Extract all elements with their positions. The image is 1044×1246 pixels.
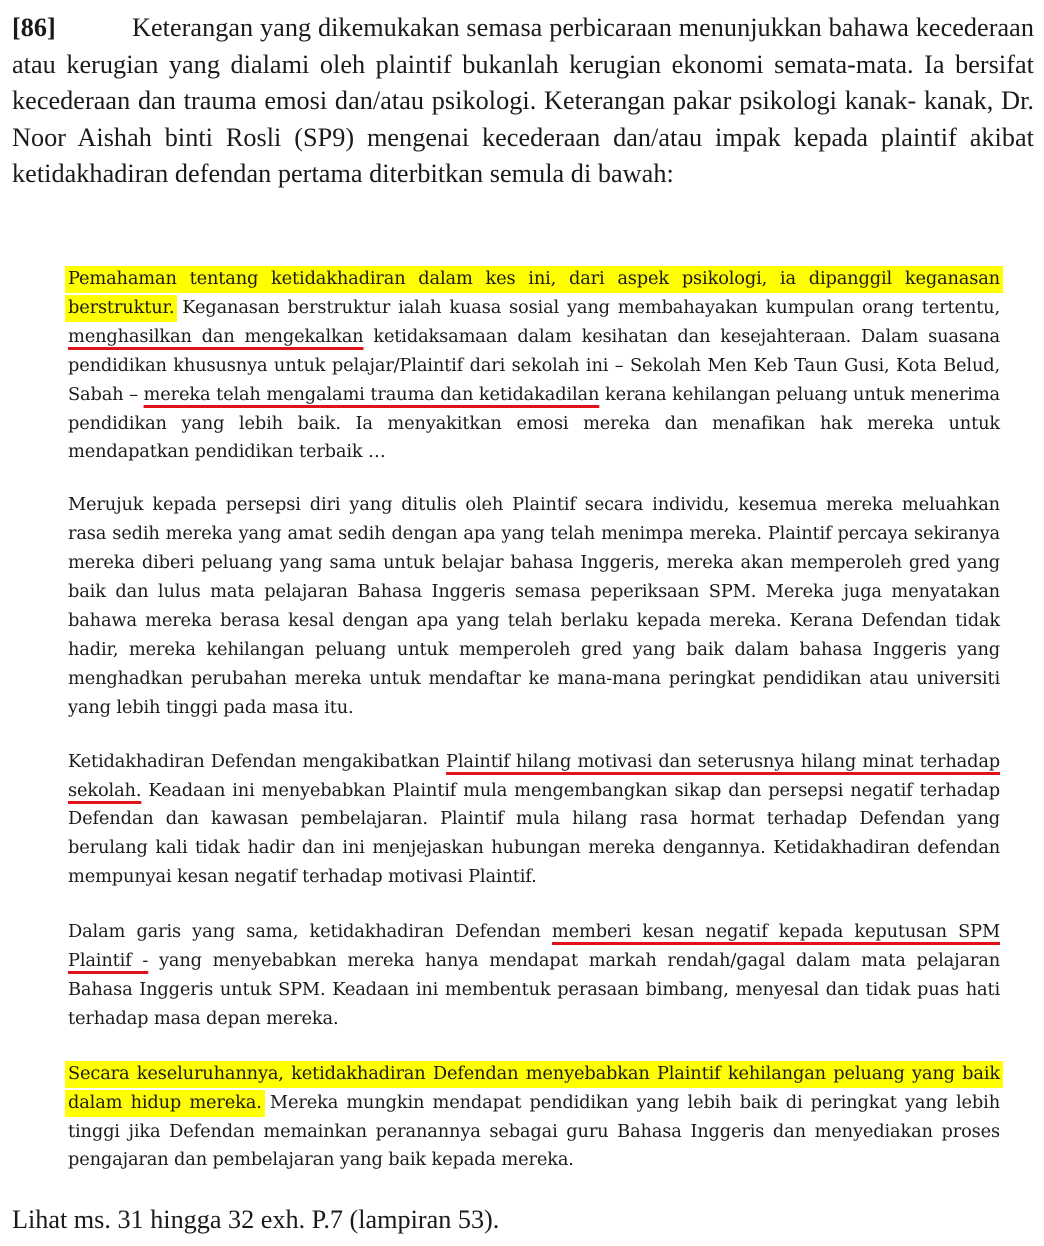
underlined-text: mereka telah mengalami trauma dan ketidakadilan [143,383,600,405]
quote-text: Ketidakhadiran Defendan mengakibatkan [68,750,447,772]
paragraph-intro-text: Keterangan yang dikemukakan semasa perbicaraan menunjukkan bahawa kecederaan atau kerugian yang dialami oleh plaintif bukanlah kerugian ekonomi semata-mata. Ia bersifat kecederaan dan trauma emosi dan/atau psikologi. Keterangan pakar psikologi kanak- kanak, Dr. Noor Aishah binti Rosli (SP9) mengenai kecederaan dan/atau impak kepada plaintif akibat ketidakhadiran defendan pertama diterbitkan semula di bawah: [12,13,1034,189]
quote-paragraph-4 [68,918,1000,1034]
underlined-text: memberi kesan negatif kepada keputusan SPM Plaintif - [68,921,1000,972]
quote-paragraph-5 [68,1060,1000,1176]
quote-paragraph-3 [68,748,1000,893]
underlined-text: Plaintif hilang motivasi dan seterusnya hilang minat terhadap sekolah. [68,750,1001,801]
highlighted-text: Pemahaman tentang ketidakhadiran dalam kes ini, dari aspek psikologi, ia dipanggil keganasan berstruktur. [65,266,1003,322]
underlined-text: menghasilkan dan mengekalkan [68,325,364,347]
quote-text: Keganasan berstruktur ialah kuasa sosial yang membahayakan kumpulan orang tertentu, [174,296,1000,318]
quote-text: yang menyebabkan mereka hanya mendapat markah rendah/gagal dalam mata pelajaran Bahasa Inggeris untuk SPM. Keadaan ini membentuk perasaan bimbang, menyesal dan tidak puas hati terhadap masa depan mereka. [68,950,1001,1029]
highlighted-text: Secara keseluruhannya, ketidakhadiran Defendan menyebabkan Plaintif kehilangan peluang yang baik dalam hidup mereka. [65,1061,1003,1117]
quote-paragraph-2: Merujuk kepada persepsi diri yang ditulis oleh Plaintif secara individu, kesemua mereka meluahkan rasa sedih mereka yang amat sedih dengan apa yang telah menimpa mereka. Plaintif percaya sekiranya mereka diberi peluang yang sama untuk belajar bahasa Inggeris, mereka akan memperoleh gred yang baik dan lulus mata pelajaran Bahasa Inggeris semasa peperiksaan SPM. Mereka juga menyatakan bahawa mereka berasa kesal dengan apa yang telah berlaku kepada mereka. Kerana Defendan tidak hadir, mereka kehilangan peluang untuk memperoleh gred yang baik dalam bahasa Inggeris yang menghadkan perubahan mereka untuk mendaftar ke mana-mana peringkat pendidikan atau universiti yang lebih tinggi pada masa itu. [68,494,1000,718]
exhibit-reference: Lihat ms. 31 hingga 32 exh. P.7 (lampiran 53). [12,1205,500,1234]
quote-text: Keadaan ini menyebabkan Plaintif mula mengembangkan sikap dan persepsi negatif terhadap Defendan dan kawasan pembelajaran. Plaintif mula hilang rasa hormat terhadap Defendan yang berulang kali tidak hadir dan ini menjejaskan hubungan mereka dengannya. Ketidakhadiran defendan mempunyai kesan negatif terhadap motivasi Plaintif. [68,779,1000,888]
paragraph-number: [86] [12,13,56,42]
quote-text: kerana kehilangan peluang untuk menerima pendidikan yang lebih baik. Ia menyakitkan emosi mereka dan menafikan hak mereka untuk mendapatkan pendidikan terbaik … [68,383,1001,463]
quote-text: Mereka mungkin mendapat pendidikan yang lebih baik di peringkat yang lebih tinggi jika Defendan memainkan peranannya sebagai guru Bahasa Inggeris dan menyediakan proses pengajaran dan pembelajaran yang baik kepada mereka. [68,1091,1000,1171]
quote-text: ketidaksamaan dalam kesihatan dan kesejahteraan. Dalam suasana pendidikan khususnya untuk pelajar/Plaintif dari sekolah ini – Sekolah Men Keb Taun Gusi, Kota Belud, Sabah – [68,325,1000,405]
paragraph-86 [12,10,1034,193]
quote-paragraph-1 [68,265,1000,467]
quote-text: Dalam garis yang sama, ketidakhadiran Defendan [68,921,552,943]
quoted-expert-testimony [68,265,1000,1175]
